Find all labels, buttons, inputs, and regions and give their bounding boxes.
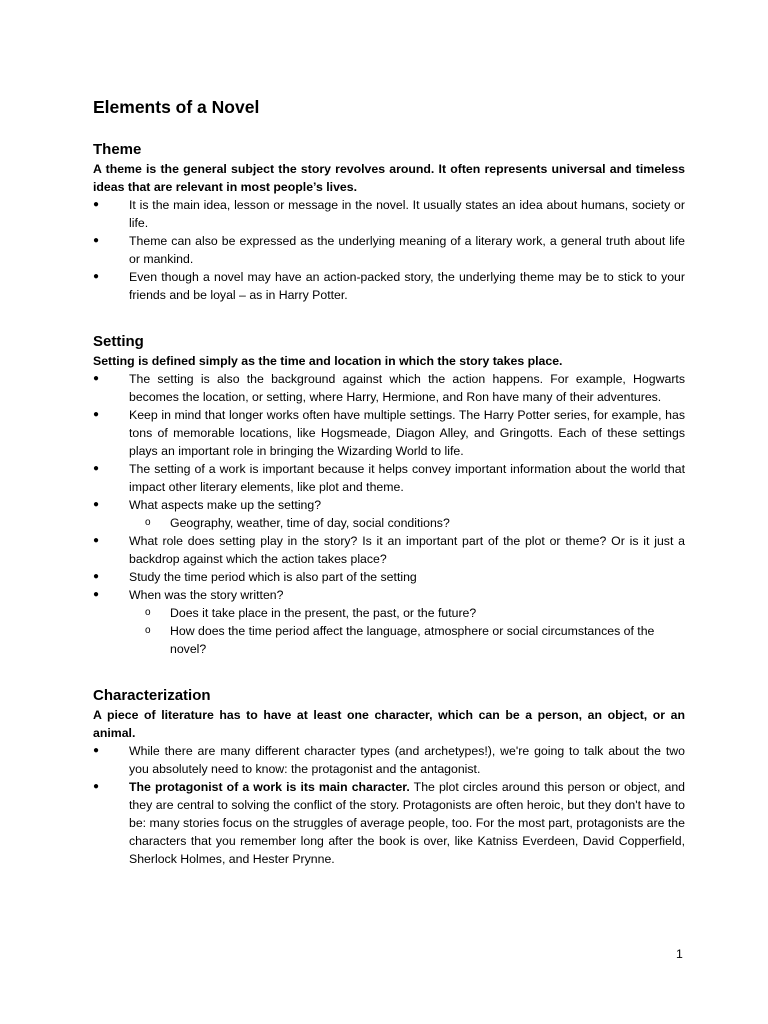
bullet-icon: ● — [93, 373, 100, 384]
circle-bullet-icon: o — [145, 625, 151, 636]
list-item: ● While there are many different character types (and archetypes!), we're going to talk about the two you absolutely need to know: the protagonist and the antagonist. — [93, 744, 685, 776]
protagonist-text: The plot circles around this person or object, and they are central to solving the conflict of the story. Protagonists are often heroic, but they don't have to be: many stories focus on the struggles of average people, too. For the most part, protagonists are the characters that you remember long after the book is over, like Katniss Everdeen, David Copperfield, Sherlock Holmes, and Hester Prynne. — [129, 780, 685, 866]
circle-bullet-icon: o — [145, 517, 151, 528]
characterization-bullet-list — [93, 742, 685, 868]
theme-heading: Theme — [93, 141, 142, 158]
list-item: ● When was the story written? o Does it take place in the present, the past, or the future? o How does the time period affect the language, atmosphere or social circumstances of the novel? — [93, 586, 685, 658]
setting-aspects-sublist — [129, 514, 685, 532]
list-item: ● Theme can also be expressed as the underlying meaning of a literary work, a general truth about life or mankind. — [93, 234, 685, 266]
setting-bullet-list — [93, 370, 685, 658]
list-item: ● It is the main idea, lesson or message in the novel. It usually states an idea about humans, society or life. — [93, 198, 685, 230]
page-number: 1 — [676, 947, 683, 961]
list-item: ● Even though a novel may have an action-packed story, the underlying theme may be to stick to your friends and be loyal – as in Harry Potter. — [93, 270, 685, 302]
bullet-icon: ● — [93, 571, 100, 582]
bullet-icon: ● — [93, 781, 100, 792]
list-item: ● The setting is also the background against which the action happens. For example, Hogwarts becomes the location, or setting, where Harry, Hermione, and Ron have many of their adventures. — [93, 372, 685, 404]
bullet-icon: ● — [93, 535, 100, 546]
setting-intro: Setting is defined simply as the time and location in which the story takes place. — [93, 354, 563, 368]
bullet-icon: ● — [93, 463, 100, 474]
bullet-icon: ● — [93, 235, 100, 246]
list-item: ● What role does setting play in the story? Is it an important part of the plot or theme? Or is it just a backdrop against which the action takes place? — [93, 534, 685, 566]
characterization-intro: A piece of literature has to have at least one character, which can be a person, an object, or an animal. — [93, 708, 685, 740]
theme-bullet-list — [93, 196, 685, 304]
setting-section — [93, 332, 685, 658]
document-title: Elements of a Novel — [93, 97, 260, 117]
characterization-heading: Characterization — [93, 687, 211, 704]
circle-bullet-icon: o — [145, 607, 151, 618]
bullet-icon: ● — [93, 271, 100, 282]
bullet-icon: ● — [93, 589, 100, 600]
characterization-section — [93, 686, 685, 868]
bullet-icon: ● — [93, 745, 100, 756]
list-item — [93, 778, 685, 868]
theme-intro: A theme is the general subject the story revolves around. It often represents universal and timeless ideas that are relevant in most people’s lives. — [93, 162, 685, 194]
list-item: ● Study the time period which is also part of the setting — [93, 570, 417, 584]
setting-heading: Setting — [93, 333, 144, 350]
list-item: ● Keep in mind that longer works often have multiple settings. The Harry Potter series, for example, has tons of memorable locations, like Hogsmeade, Diagon Alley, and Gringotts. Each of these settings plays an important role in bringing the Wizarding World to life. — [93, 408, 685, 458]
document-page — [93, 94, 685, 868]
bullet-icon: ● — [93, 199, 100, 210]
bullet-icon: ● — [93, 409, 100, 420]
list-item: ● What aspects make up the setting? o Geography, weather, time of day, social conditions? — [93, 496, 685, 532]
bullet-icon: ● — [93, 499, 100, 510]
sub-list-item: o Geography, weather, time of day, social conditions? — [145, 516, 450, 530]
sub-list-item: o Does it take place in the present, the past, or the future? — [145, 606, 477, 620]
theme-section — [93, 140, 685, 304]
sub-list-item: o How does the time period affect the language, atmosphere or social circumstances of the novel? — [145, 624, 655, 656]
list-item: ● The setting of a work is important because it helps convey important information about the world that impact other literary elements, like plot and theme. — [93, 462, 685, 494]
protagonist-lead: The protagonist of a work is its main character. — [129, 780, 410, 794]
setting-written-sublist — [129, 604, 685, 658]
